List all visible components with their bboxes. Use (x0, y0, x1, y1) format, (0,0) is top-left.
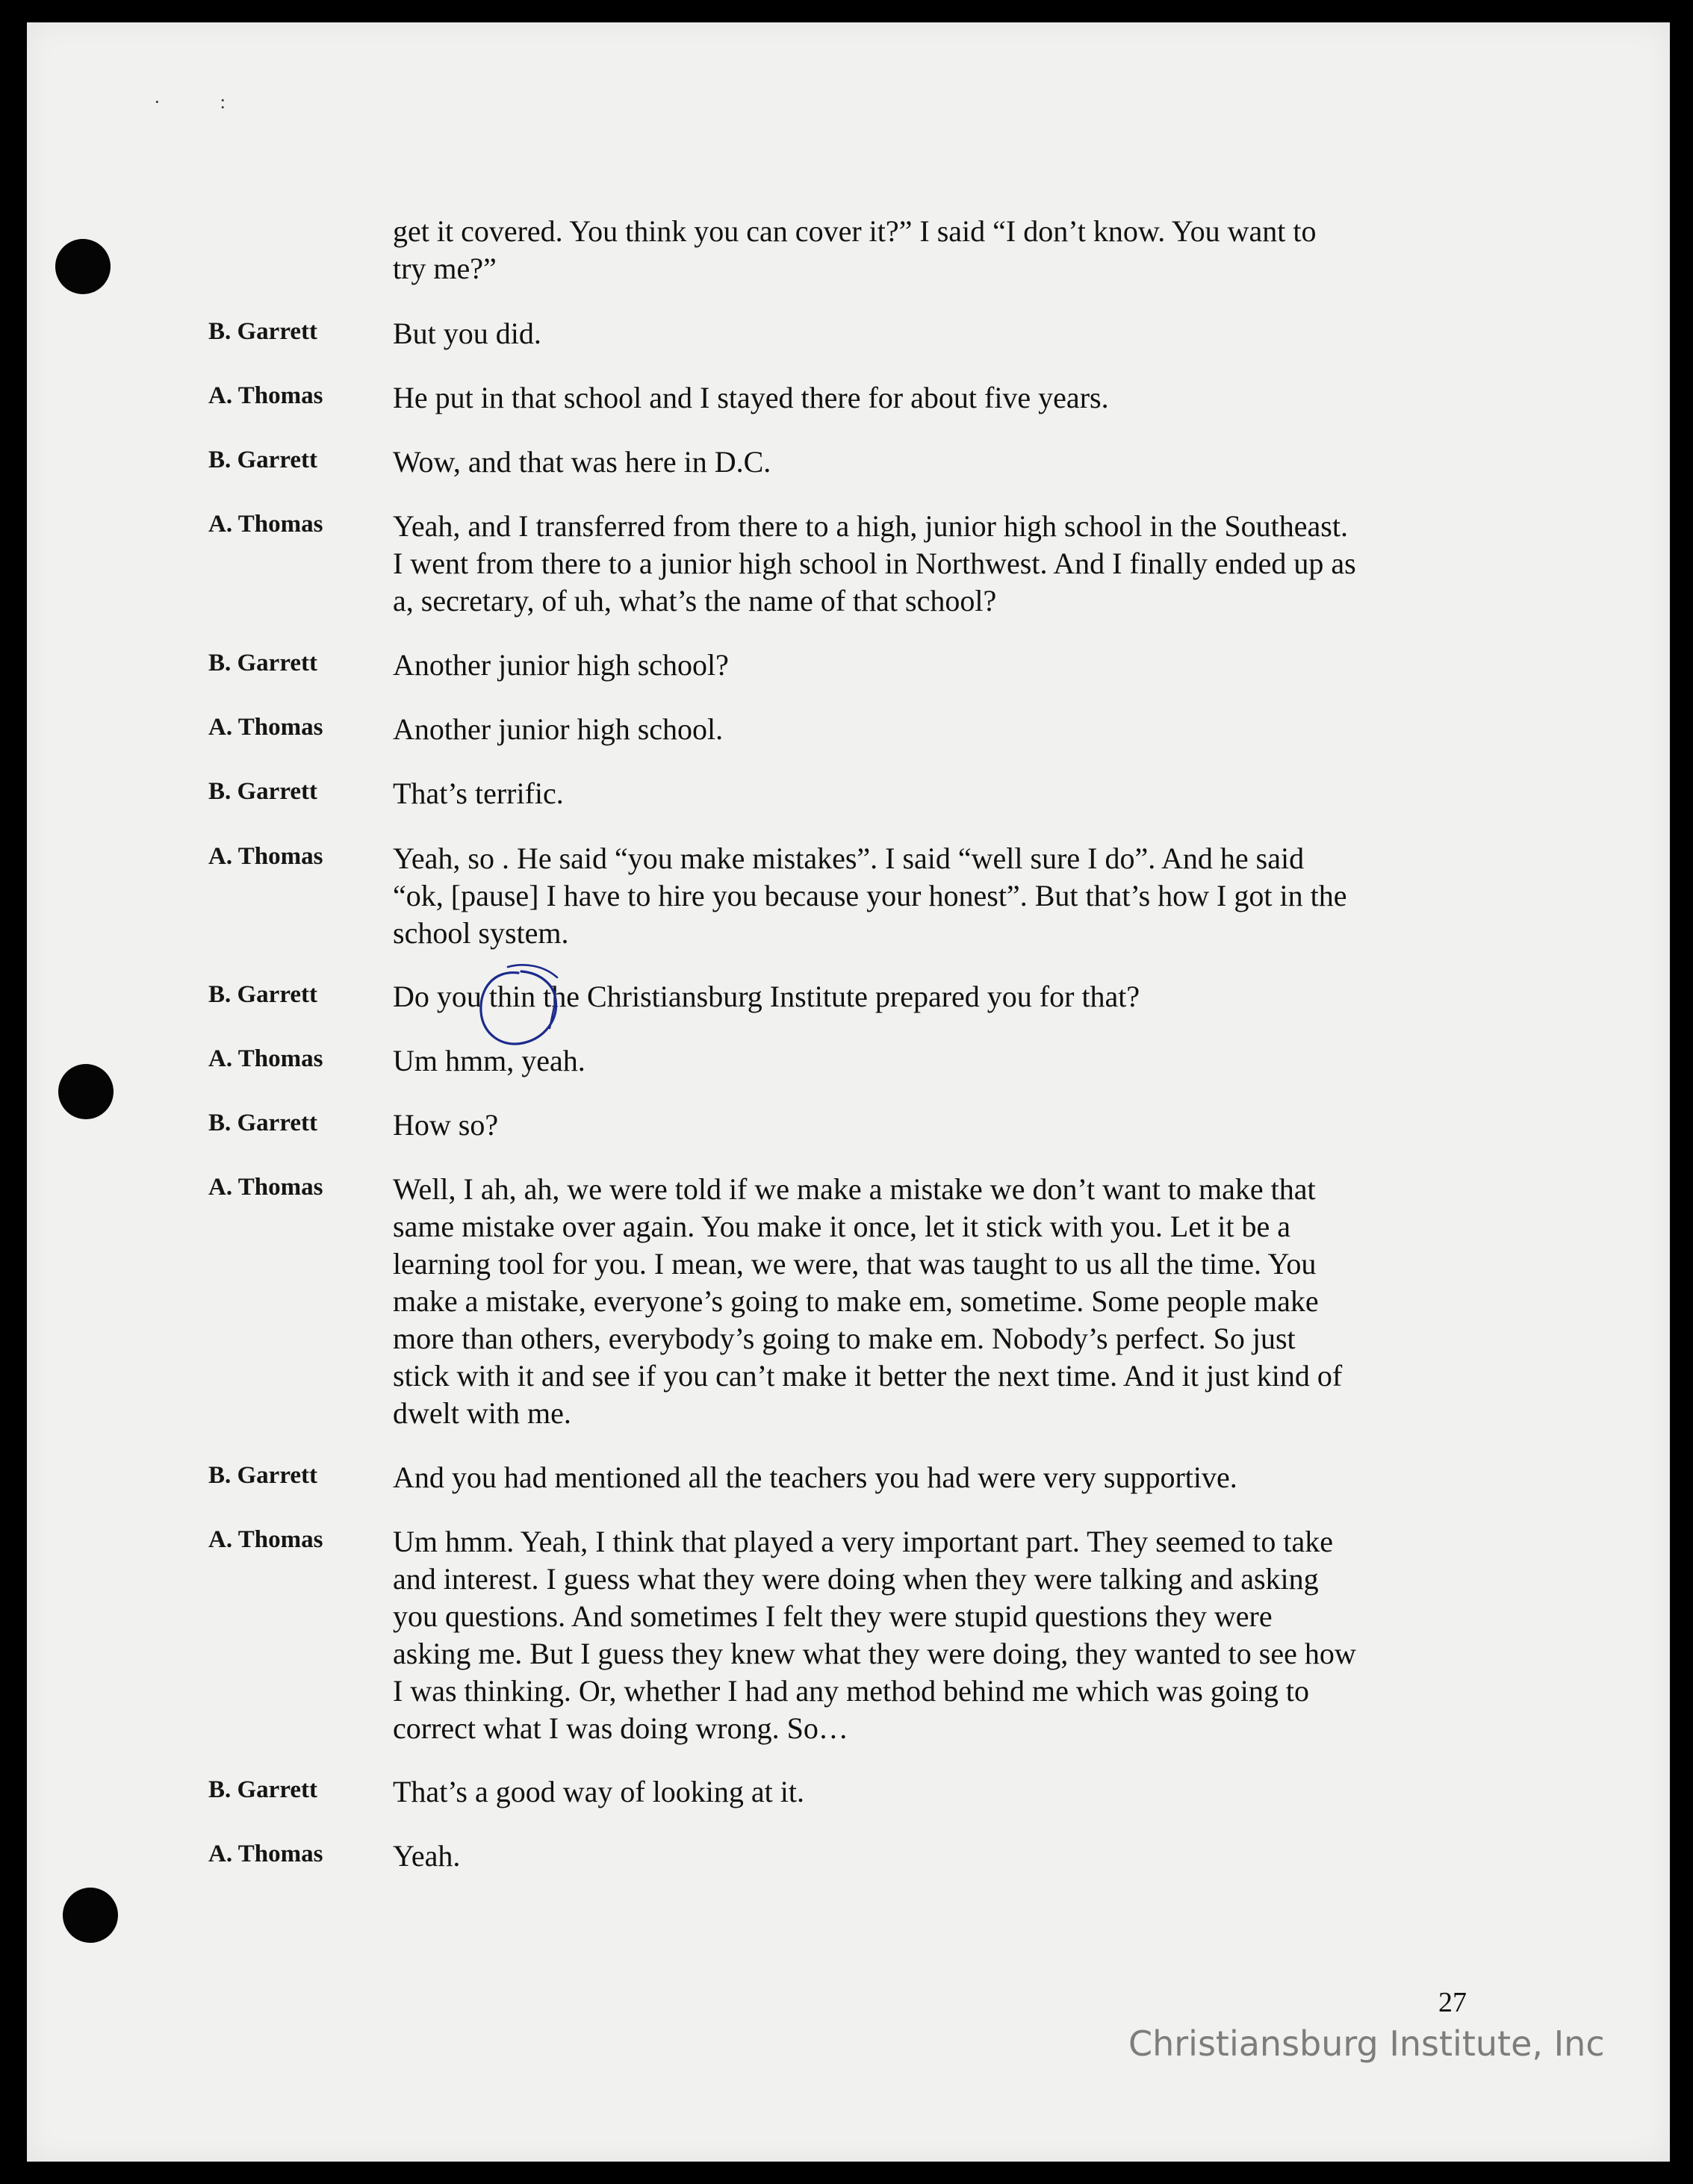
text-line: Yeah, and I transferred from there to a high, junior high school in the Southeast. (393, 509, 1348, 543)
binder-hole-bottom (63, 1888, 118, 1943)
text-line: and interest. I guess what they were doing when they were talking and asking (393, 1562, 1319, 1596)
text-line: And you had mentioned all the teachers you had were very supportive. (393, 1460, 1237, 1494)
text-line: Do you thin the Christiansburg Institute prepared you for that? (393, 980, 1140, 1013)
text-line: How so? (393, 1108, 499, 1142)
text-line: Um hmm, yeah. (393, 1044, 585, 1077)
continuation-text (393, 213, 1498, 287)
text-line: Well, I ah, ah, we were told if we make a mistake we don’t want to make that (393, 1172, 1316, 1206)
text-line: get it covered. You think you can cover it?” I said “I don’t know. You want to (393, 214, 1317, 248)
document-page (27, 22, 1670, 2162)
text-line: dwelt with me. (393, 1396, 571, 1430)
text-line: more than others, everybody’s going to make em. Nobody’s perfect. So just (393, 1322, 1296, 1355)
text-line: But you did. (393, 317, 541, 350)
speaker-name: A. Thomas (208, 1526, 323, 1553)
text-line: Another junior high school. (393, 712, 724, 746)
speech-text (393, 1523, 1498, 1747)
speech-text (393, 1042, 1498, 1080)
speech-text (393, 1107, 1498, 1144)
speech-text (393, 978, 1498, 1015)
speaker-name: B. Garrett (208, 447, 318, 473)
speech-text (393, 840, 1498, 952)
speech-text (393, 1171, 1498, 1432)
text-line: I was thinking. Or, whether I had any method behind me which was going to (393, 1674, 1310, 1708)
speech-text (393, 1459, 1498, 1496)
text-line: Um hmm. Yeah, I think that played a very important part. They seemed to take (393, 1525, 1333, 1558)
watermark: Christiansburg Institute, Inc (1128, 2023, 1605, 2064)
speaker-name: A. Thomas (208, 511, 323, 538)
speech-text (393, 1773, 1498, 1811)
binder-hole-top (55, 239, 111, 294)
text-line: “ok, [pause] I have to hire you because your honest”. But that’s how I got in the (393, 879, 1347, 912)
binder-hole-middle (58, 1064, 114, 1119)
speaker-name: B. Garrett (208, 1462, 318, 1489)
text-line: stick with it and see if you can’t make it better the next time. And it just kind of (393, 1359, 1343, 1393)
text-line: Yeah. (393, 1839, 461, 1873)
text-line: asking me. But I guess they knew what they were doing, they wanted to see how (393, 1637, 1356, 1670)
text-line: That’s a good way of looking at it. (393, 1775, 805, 1808)
text-line: make a mistake, everyone’s going to make em, sometime. Some people make (393, 1284, 1319, 1318)
text-line: same mistake over again. You make it once, let it stick with you. Let it be a (393, 1210, 1290, 1243)
speech-text (393, 775, 1498, 812)
text-line: He put in that school and I stayed there for about five years. (393, 381, 1109, 414)
speaker-name: A. Thomas (208, 1174, 323, 1201)
speech-text (393, 379, 1498, 417)
speaker-name: B. Garrett (208, 981, 318, 1008)
speaker-name: B. Garrett (208, 1776, 318, 1803)
speaker-name: B. Garrett (208, 318, 318, 345)
text-line: school system. (393, 916, 569, 950)
speech-text (393, 647, 1498, 684)
speaker-name: B. Garrett (208, 1110, 318, 1136)
page-number: 27 (1438, 1987, 1467, 2018)
speech-text (393, 315, 1498, 352)
text-line: I went from there to a junior high school in Northwest. And I finally ended up as (393, 547, 1356, 580)
speaker-name: A. Thomas (208, 843, 323, 870)
speech-text (393, 508, 1498, 620)
text-line: Yeah, so . He said “you make mistakes”. I said “well sure I do”. And he said (393, 841, 1305, 875)
text-line: Wow, and that was here in D.C. (393, 445, 771, 479)
text-line: learning tool for you. I mean, we were, that was taught to us all the time. You (393, 1247, 1317, 1281)
speaker-name: B. Garrett (208, 778, 318, 805)
speech-text (393, 711, 1498, 748)
speaker-name: B. Garrett (208, 650, 318, 676)
speech-text (393, 444, 1498, 481)
text-line: Another junior high school? (393, 648, 729, 682)
text-line: try me?” (393, 252, 497, 285)
speaker-name: A. Thomas (208, 714, 323, 741)
text-line: you questions. And sometimes I felt they were stupid questions they were (393, 1599, 1273, 1633)
speaker-name: A. Thomas (208, 1045, 323, 1072)
scan-specks: ·: (154, 91, 285, 113)
text-line: That’s terrific. (393, 777, 564, 810)
speech-text (393, 1838, 1498, 1875)
speaker-name: A. Thomas (208, 382, 323, 409)
text-line: a, secretary, of uh, what’s the name of that school? (393, 584, 997, 617)
text-line: correct what I was doing wrong. So… (393, 1711, 848, 1745)
speaker-name: A. Thomas (208, 1841, 323, 1867)
